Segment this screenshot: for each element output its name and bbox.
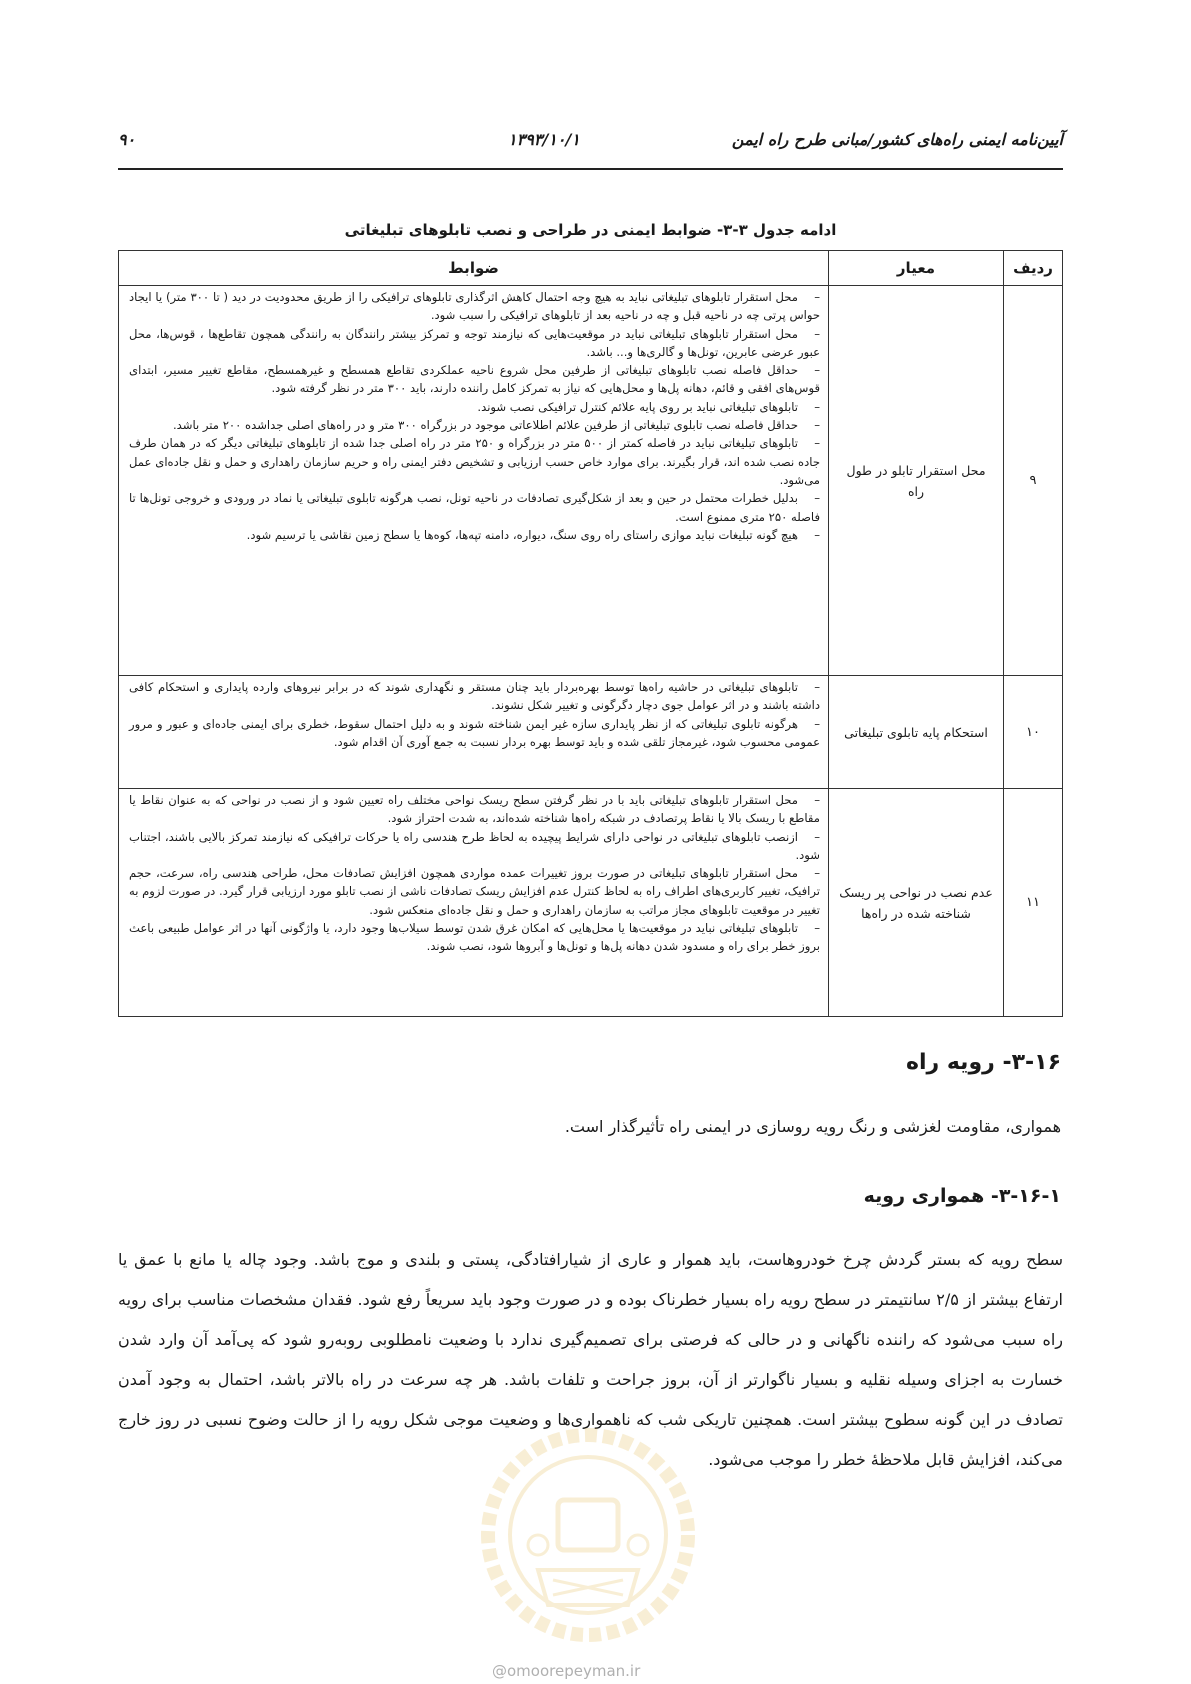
rule-item: – تابلوهای تبلیغاتی در حاشیه راه‌ها توسط بهره‌بردار باید چنان مستقر و نگهداری شوند که در برابر نیروهای وارده پایداری و استحکام کافی داشته باشند و در اثر عوامل جوی دچار دگرگونی و تغییر شکل نشوند. [129,678,820,715]
rule-item: – حداقل فاصله نصب تابلوی تبلیغاتی از طرفین علائم اطلاعاتی موجود در بزرگراه ۳۰۰ متر و در راه‌های اصلی جداشده ۲۰۰ متر باشد. [129,416,820,434]
rule-item: – بدلیل خطرات محتمل در حین و بعد از شکل‌گیری تصادفات در ناحیه تونل، نصب هرگونه تابلوی تبلیغاتی یا نماد در ورودی و خروجی تونل‌ها تا فاصله ۲۵۰ متری ممنوع است. [129,489,820,526]
page-number: ۹۰ [118,130,136,149]
header-date: ۱۳۹۳/۱۰/۱ [508,130,580,149]
rule-item: – ازنصب تابلوهای تبلیغاتی در نواحی دارای شرایط پیچیده به لحاظ طرح هندسی راه یا حرکات ترافیکی که نیازمند تمرکز بالایی باشند، اجتناب شود. [129,828,820,865]
subsection-title: ۳-۱۶-۱- همواری رویه [863,1185,1061,1207]
table-row [119,676,1063,789]
rule-item: – محل استقرار تابلوهای تبلیغاتی باید با در نظر گرفتن سطح ریسک نواحی مختلف راه تعیین شود و از نصب در نواحی که به عنوان نقاط یا مقاطع با ریسک بالا یا نقاط پرتصادف در شبکه راه‌ها شناخته شده‌اند، به شدت احتراز شود. [129,791,820,828]
table-header-row [119,251,1063,286]
rule-item: – محل استقرار تابلوهای تبلیغاتی نباید در موقعیت‌هایی که نیازمند توجه و تمرکز بیشتر رانندگان به رانندگی همچون تقاطع‌ها ، قوس‌ها، محل عبور عرضی عابرین، تونل‌ها و گالری‌ها و... باشد. [129,325,820,362]
page-header [118,128,1063,170]
section-intro: همواری، مقاومت لغزشی و رنگ رویه روسازی در ایمنی راه تأثیرگذار است. [564,1117,1061,1136]
seal-logo-icon [478,1420,698,1650]
row-number: ۱۰ [1004,676,1063,789]
rule-item: – هیچ گونه تبلیغات نباید موازی راستای راه روی سنگ، دیواره، دامنه تپه‌ها، کوه‌ها یا سطح زمین نقاشی یا ترسیم شود. [129,526,820,544]
watermark-text: @omoorepeyman.ir [492,1662,641,1680]
table-caption: ادامه جدول ۳-۳- ضوابط ایمنی در طراحی و نصب تابلوهای تبلیغاتی [344,221,837,239]
table-row [119,789,1063,1017]
rule-item: – محل استقرار تابلوهای تبلیغاتی نباید به هیچ وجه احتمال کاهش اثرگذاری تابلوهای ترافیکی را از طریق محدودیت در دید ( تا ۳۰۰ متر) یا ایجاد حواس پرتی چه در ناحیه قبل و چه در ناحیه بعد از تابلوهای ترافیکی را سبب شود. [129,288,820,325]
section-title: ۳-۱۶- رویه راه [905,1050,1061,1075]
rule-item: – تابلوهای تبلیغاتی نباید در فاصله کمتر از ۵۰۰ متر در بزرگراه و ۲۵۰ متر در راه اصلی جدا شده از تابلوهای تبلیغاتی دیگر که در همان طرف جاده نصب شده اند، قرار بگیرند. برای موارد خاص حسب ارزیابی و تشخیص دفتر ایمنی راه و حریم سازمان راهداری و حمل و نقل جاده‌ای عمل می‌شود. [129,434,820,489]
rule-item: – تابلوهای تبلیغاتی نباید در موقعیت‌ها یا محل‌هایی که امکان غرق شدن توسط سیلاب‌ها وجود دارد، یا واژگونی آنها در اثر عوامل طبیعی باعث بروز خطر برای راه و مسدود شدن دهانه پل‌ها و تونل‌ها و آبروها شود، نصب شوند. [129,919,820,956]
row-number: ۹ [1004,286,1063,676]
rule-item: – حداقل فاصله نصب تابلوهای تبلیغاتی از طرفین محل شروع ناحیه عملکردی تقاطع همسطح و غیرهمسطح، مقاطع تغییر مسیر، ابتدای قوس‌های افقی و قائم، دهانه پل‌ها و محل‌هایی که نیاز به تمرکز کامل راننده دارند، باید ۳۰۰ متر در نظر گرفته شود. [129,361,820,398]
row-criterion: محل استقرار تابلو در طول راه [829,286,1004,676]
row-criterion: استحکام پایه تابلوی تبلیغاتی [829,676,1004,789]
rules-table [118,250,1063,1017]
row-rules [119,676,829,789]
header-title: آیین‌نامه ایمنی راه‌های کشور/مبانی طرح راه ایمن [731,130,1063,149]
col-header-row-num: ردیف [1004,251,1063,286]
rule-item: – محل استقرار تابلوهای تبلیغاتی در صورت بروز تغییرات عمده مواردی همچون افزایش تصادفات محل، طراحی هندسی راه، سرعت، حجم ترافیک، تغییر کاربری‌های اطراف راه به لحاظ کنترل عدم افزایش ریسک تصادفات ناشی از نصب تابلو مورد ارزیابی قرار گیرد. در صورت لزوم به تغییر در موقعیت تابلوهای مجاز مراتب به سازمان راهداری و حمل و نقل جاده‌ای منعکس شود. [129,864,820,919]
body-paragraph: سطح رویه که بستر گردش چرخ خودروهاست، باید هموار و عاری از شیارافتادگی، پستی و بلندی و موج باشد. وجود چاله یا مانع با عمق یا ارتفاع بیشتر از ۲/۵ سانتیمتر در سطح رویه راه بسیار خطرناک بوده و در صورت وجود باید سریعاً رفع شود. فقدان مشخصات مناسب برای رویه راه سبب می‌شود که راننده ناگهانی و در حالی که فرصتی برای تصمیم‌گیری ندارد با وضعیت نامطلوبی روبه‌رو شود که پی‌آمد آن وارد شدن خسارت به اجزای وسیله نقلیه و بسیار ناگوارتر از آن، بروز جراحت و تلفات باشد. هر چه سرعت در راه بالاتر باشد، احتمال به وجود آمدن تصادف در این گونه سطوح بیشتر است. همچنین تاریکی شب که ناهمواری‌ها و وضعیت موجی شکل رویه را از حالت وضوح نسبی در روز خارج می‌کند، افزایش قابل ملاحظهٔ خطر را موجب می‌شود. [118,1250,1063,1469]
row-rules [119,286,829,676]
rule-item: – تابلوهای تبلیغاتی نباید بر روی پایه علائم کنترل ترافیکی نصب شوند. [129,398,820,416]
row-rules [119,789,829,1017]
rule-item: – هرگونه تابلوی تبلیغاتی که از نظر پایداری سازه غیر ایمن شناخته شوند و به دلیل احتمال سقوط، خطری برای ایمنی جاده‌ای و عبور و مرور عمومی محسوب شود، غیرمجاز تلقی شده و باید توسط بهره بردار نسبت به جمع آوری آن اقدام شود. [129,715,820,752]
col-header-rules: ضوابط [119,251,829,286]
row-number: ۱۱ [1004,789,1063,1017]
col-header-criterion: معیار [829,251,1004,286]
table-row [119,286,1063,676]
row-criterion: عدم نصب در نواحی پر ریسک شناخته شده در راه‌ها [829,789,1004,1017]
